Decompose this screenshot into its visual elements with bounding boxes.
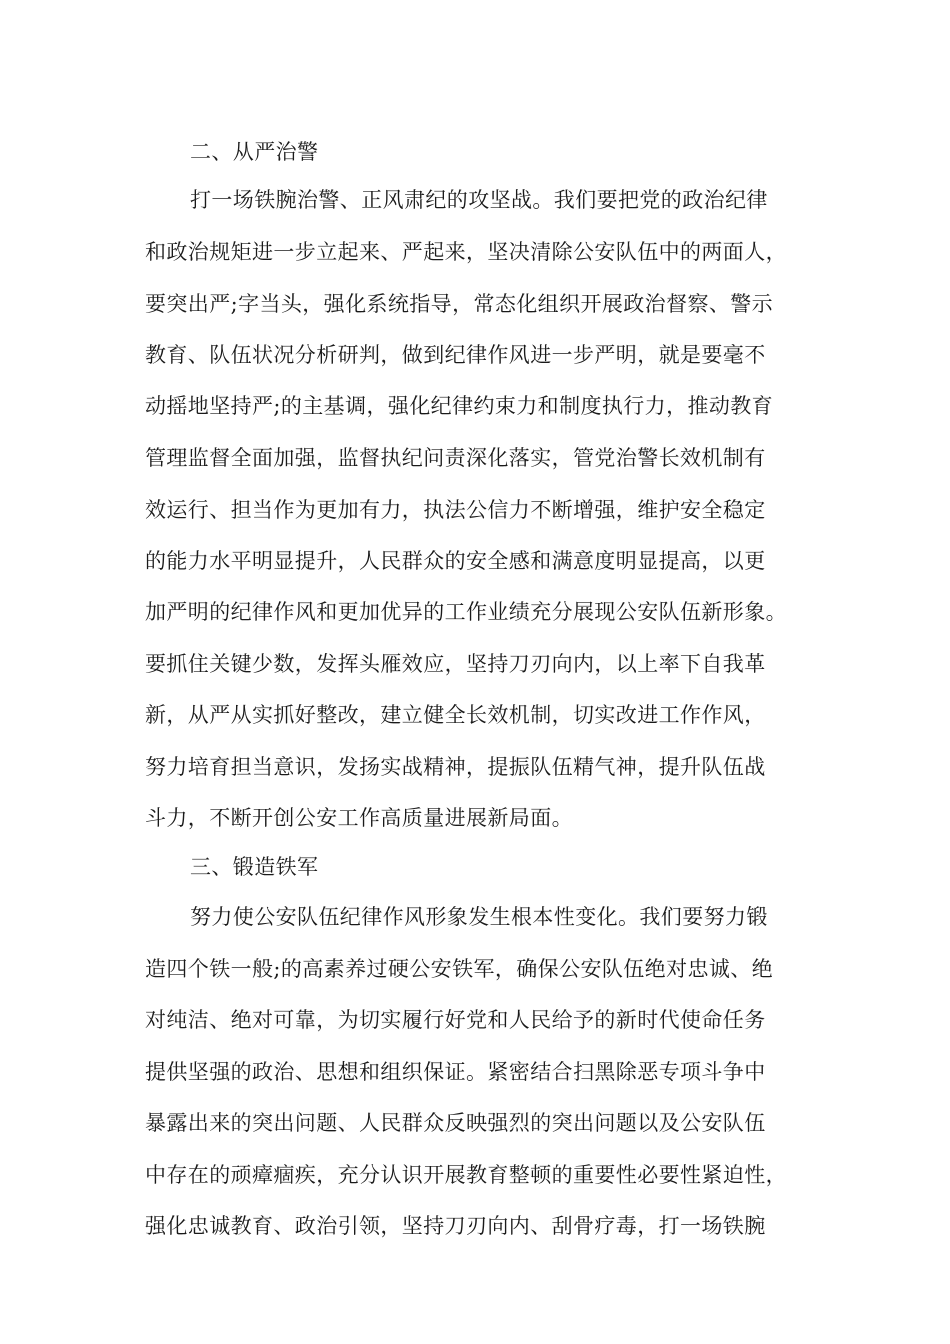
paragraph-line: 效运行、担当作为更加有力，执法公信力不断增强，维护安全稳定 xyxy=(145,498,766,522)
paragraph-line: 提供坚强的政治、思想和组织保证。紧密结合扫黑除恶专项斗争中 xyxy=(145,1060,766,1084)
paragraph-line: 努力使公安队伍纪律作风形象发生根本性变化。我们要努力锻 xyxy=(190,905,768,929)
paragraph-line: 的能力水平明显提升，人民群众的安全感和满意度明显提高，以更 xyxy=(145,549,766,573)
paragraph-line: 要抓住关键少数，发挥头雁效应，坚持刀刃向内，以上率下自我革 xyxy=(145,652,766,676)
paragraph-line: 加严明的纪律作风和更加优异的工作业绩充分展现公安队伍新形象。 xyxy=(145,600,787,624)
paragraph-line: 打一场铁腕治警、正风肃纪的攻坚战。我们要把党的政治纪律 xyxy=(190,188,768,212)
section-heading: 二、从严治警 xyxy=(190,140,319,164)
paragraph-line: 教育、队伍状况分析研判，做到纪律作风进一步严明，就是要毫不 xyxy=(145,343,766,367)
paragraph-line: 新，从严从实抓好整改，建立健全长效机制，切实改进工作作风， xyxy=(145,703,766,727)
paragraph-line: 强化忠诚教育、政治引领，坚持刀刃向内、刮骨疗毒，打一场铁腕 xyxy=(145,1214,766,1238)
paragraph-line: 和政治规矩进一步立起来、严起来，坚决清除公安队伍中的两面人， xyxy=(145,240,787,264)
paragraph-line: 暴露出来的突出问题、人民群众反映强烈的突出问题以及公安队伍 xyxy=(145,1111,766,1135)
paragraph-line: 中存在的顽瘴痼疾，充分认识开展教育整顿的重要性必要性紧迫性， xyxy=(145,1163,787,1187)
paragraph-line: 斗力，不断开创公安工作高质量进展新局面。 xyxy=(145,806,573,830)
paragraph-line: 要突出严;字当头，强化系统指导，常态化组织开展政治督察、警示 xyxy=(145,292,774,316)
paragraph-line: 造四个铁一般;的高素养过硬公安铁军，确保公安队伍绝对忠诚、绝 xyxy=(145,957,774,981)
paragraph-line: 管理监督全面加强，监督执纪问责深化落实，管党治警长效机制有 xyxy=(145,446,766,470)
paragraph-line: 动摇地坚持严;的主基调，强化纪律约束力和制度执行力，推动教育 xyxy=(145,394,774,418)
paragraph-line: 对纯洁、绝对可靠，为切实履行好党和人民给予的新时代使命任务 xyxy=(145,1008,766,1032)
paragraph-line: 努力培育担当意识，发扬实战精神，提振队伍精气神，提升队伍战 xyxy=(145,755,766,779)
section-heading: 三、锻造铁军 xyxy=(190,855,319,879)
